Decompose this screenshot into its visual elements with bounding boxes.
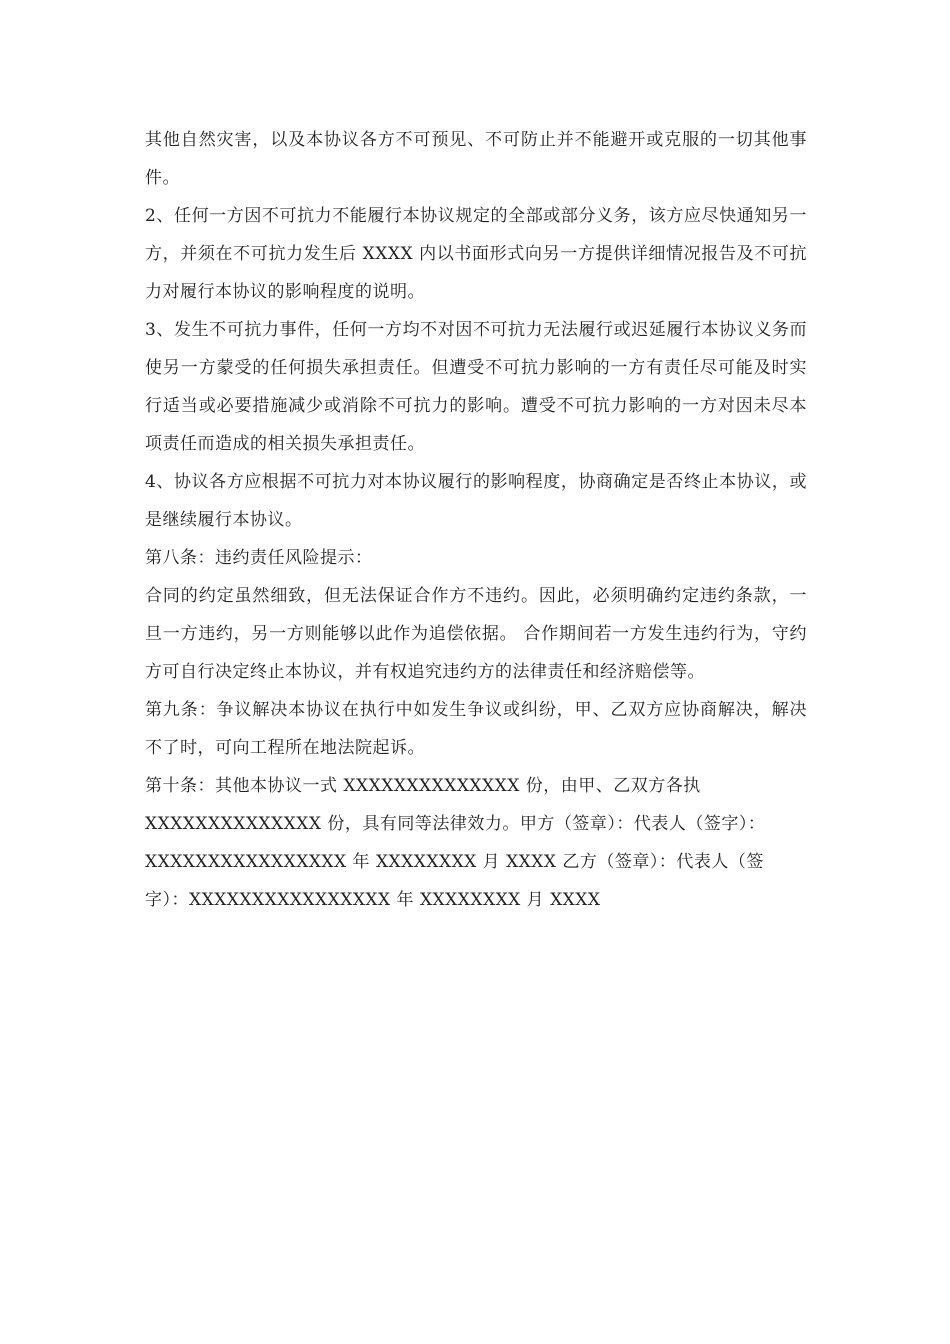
paragraph-clause-4-termination: 4、协议各方应根据不可抗力对本协议履行的影响程度，协商确定是否终止本协议，或是继续履行本协议。 (145, 472, 807, 530)
paragraph-article-8-body: 合同的约定虽然细致，但无法保证合作方不违约。因此，必须明确约定违约条款，一旦一方违约，另一方则能够以此作为追偿依据。 合作期间若一方发生违约行为，守约方可自行决定终止本协议，并有权追究违约方的法律责任和经济赔偿等。 (145, 586, 807, 682)
document-body (145, 121, 807, 919)
heading-article-8-breach-liability: 第八条：违约责任风险提示： (145, 548, 373, 568)
paragraph-article-9-dispute-resolution: 第九条：争议解决本协议在执行中如发生争议或纠纷，甲、乙双方应协商解决，解决不了时，可向工程所在地法院起诉。 (145, 700, 807, 758)
paragraph-clause-2-notification: 2、任何一方因不可抗力不能履行本协议规定的全部或部分义务，该方应尽快通知另一方，并须在不可抗力发生后 XXXX 内以书面形式向另一方提供详细情况报告及不可抗力对履行本协议的影响程度的说明。 (145, 206, 807, 302)
paragraph-clause-3-liability-exemption: 3、发生不可抗力事件，任何一方均不对因不可抗力无法履行或迟延履行本协议义务而使另一方蒙受的任何损失承担责任。但遭受不可抗力影响的一方有责任尽可能及时实行适当或必要措施减少或消除不可抗力的影响。遭受不可抗力影响的一方对因未尽本项责任而造成的相关损失承担责任。 (145, 320, 807, 454)
paragraph-article-10-other-signatures: 第十条：其他本协议一式 XXXXXXXXXXXXXX 份，由甲、乙双方各执 XXXXXXXXXXXXXX 份，具有同等法律效力。甲方（签章）：代表人（签字）：XXXXXXXXXXXXXXXX 年 XXXXXXXX 月 XXXX 乙方（签章）：代表人（签字）：XXXXXXXXXXXXXXXX 年 XXXXXXXX 月 XXXX (145, 776, 766, 910)
paragraph-force-majeure-definition-end: 其他自然灾害，以及本协议各方不可预见、不可防止并不能避开或克服的一切其他事件。 (145, 130, 807, 188)
